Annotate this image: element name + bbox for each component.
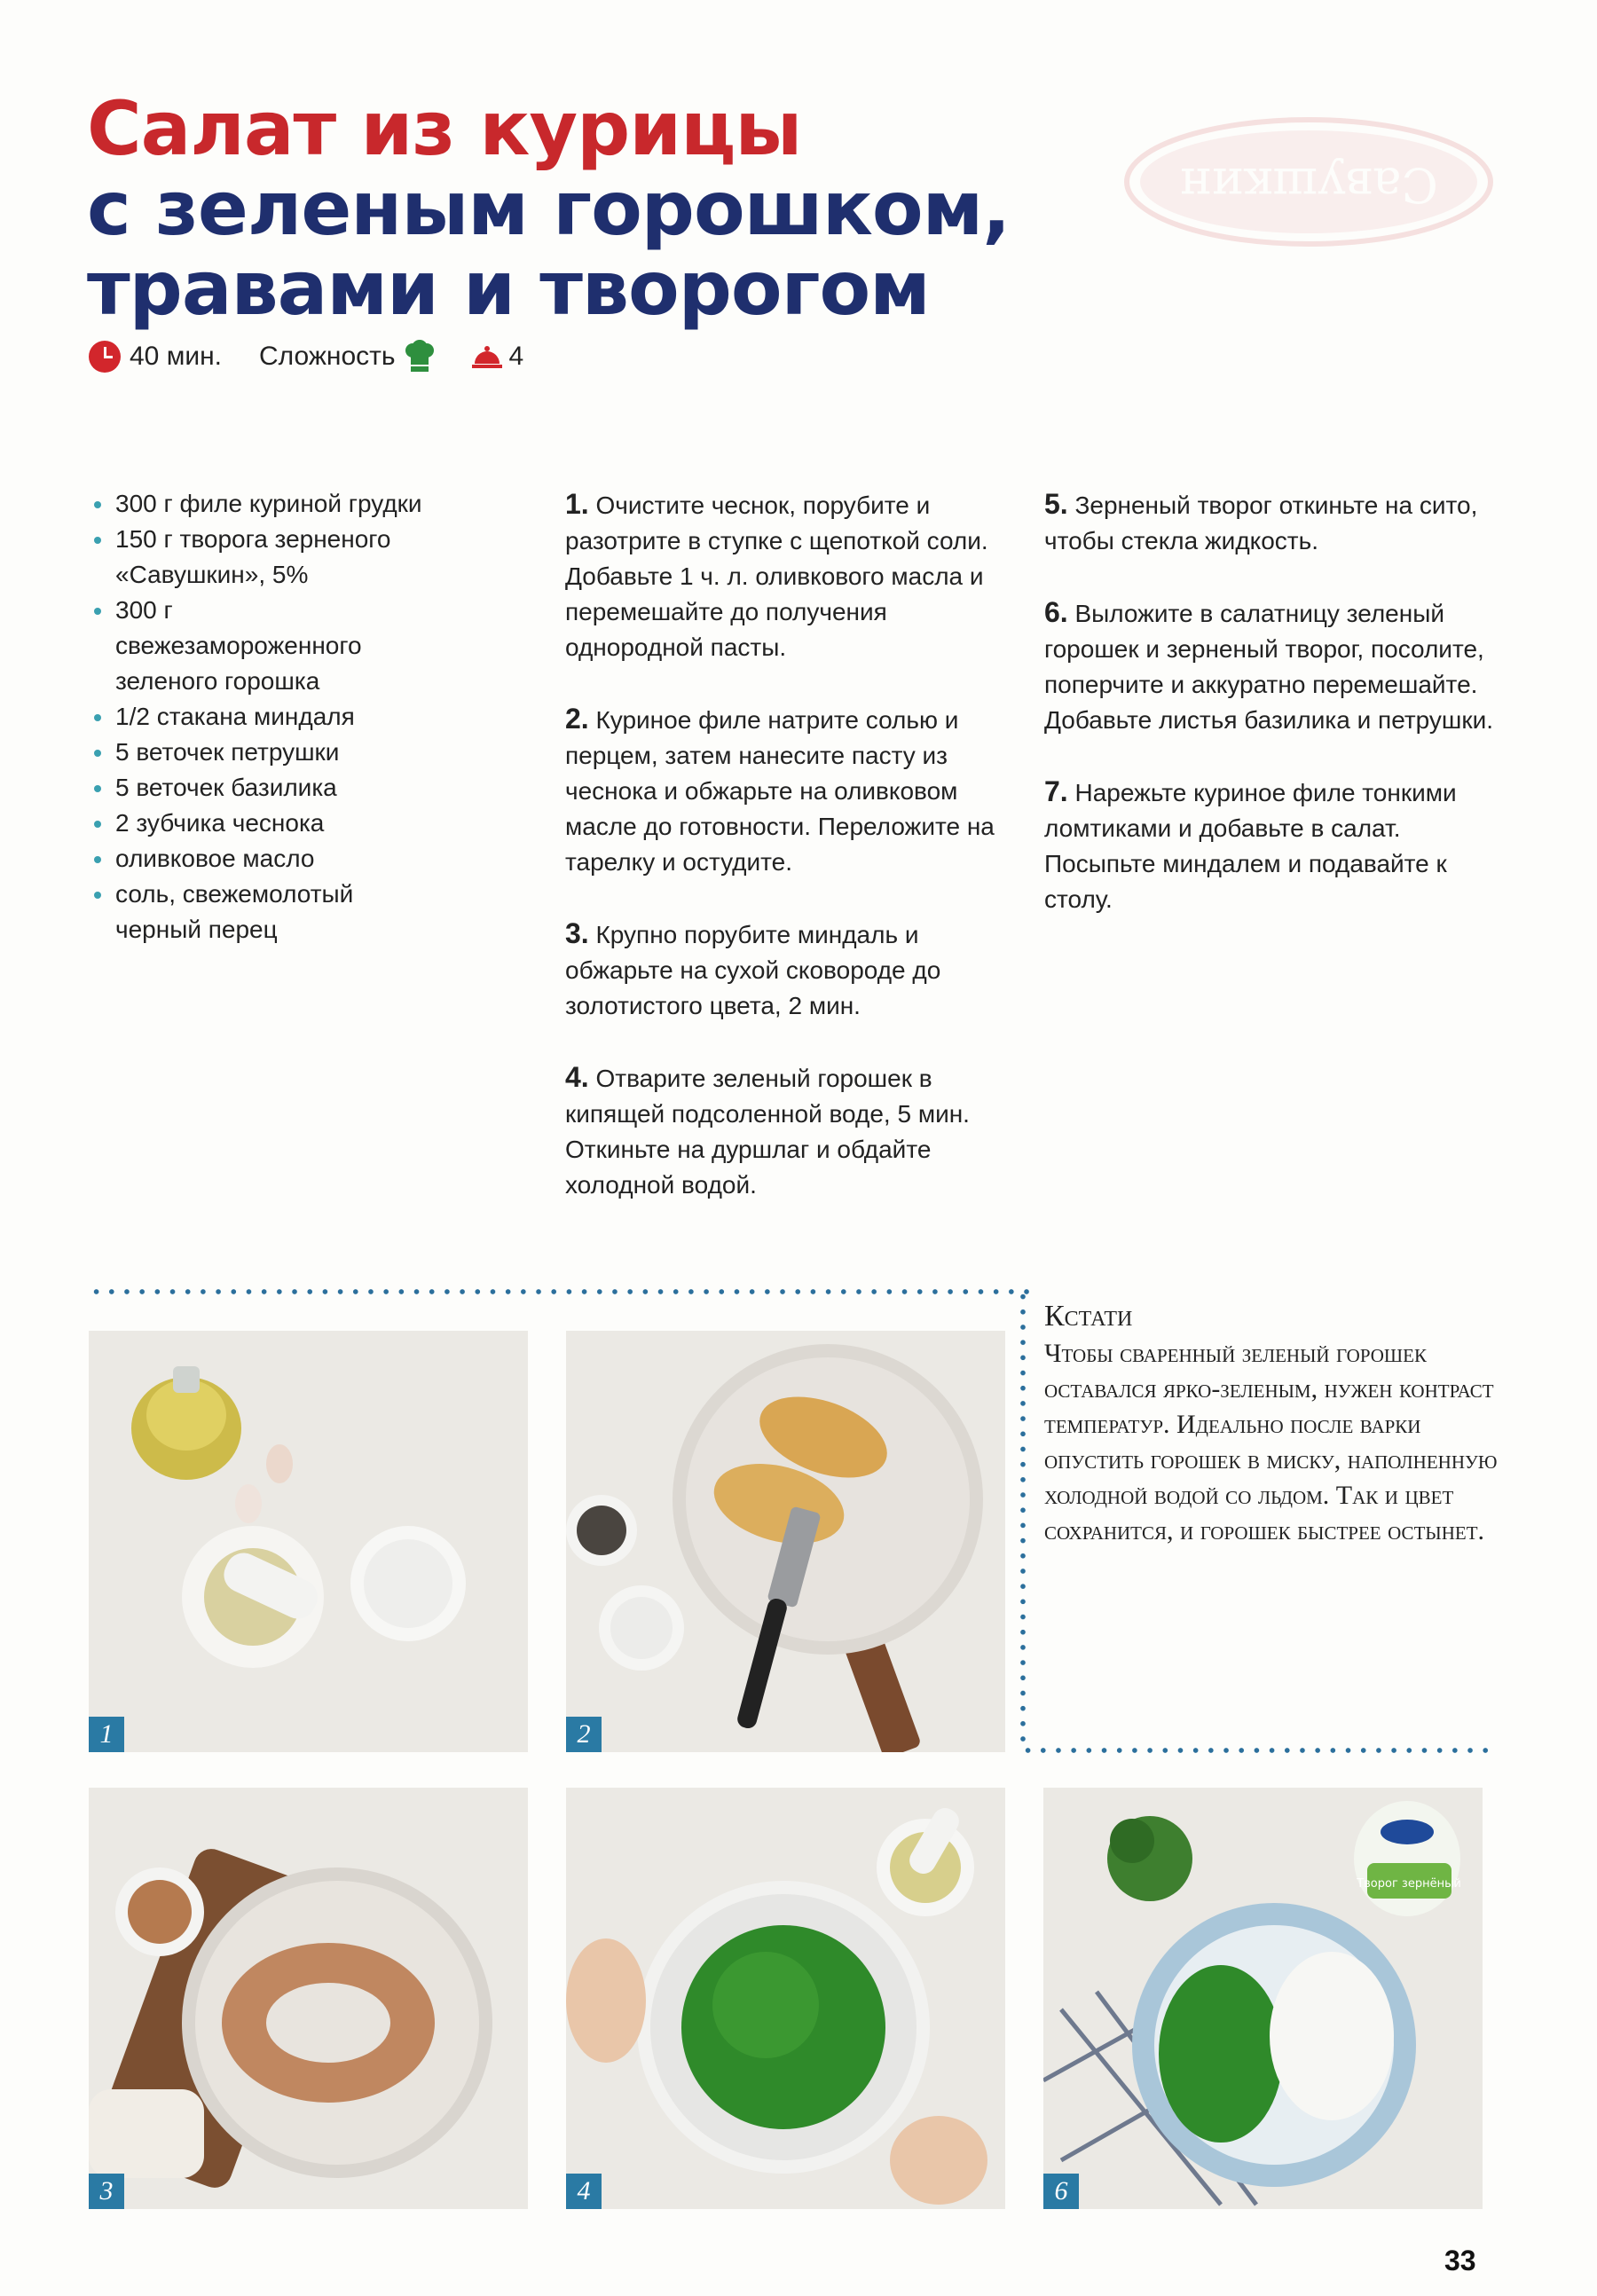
- step-number: 6.: [1044, 596, 1068, 628]
- steps-column-1: [565, 486, 1009, 1238]
- ingredient-list: [89, 486, 426, 947]
- chef-hat-icon: [405, 340, 435, 373]
- step-text: Крупно порубите миндаль и обжарьте на сухой сковороде до золотистого цвета, 2 мин.: [565, 921, 941, 1019]
- dotted-divider-top: [89, 1289, 1029, 1294]
- step-text: Нарежьте куриное филе тонкими ломтиками и добавьте в салат. Посыпьте миндалем и подавайте к столу.: [1044, 779, 1457, 913]
- difficulty: [259, 340, 435, 373]
- step-4: [565, 1059, 1009, 1203]
- step-number: 1.: [565, 488, 589, 520]
- step-photo-4: [566, 1788, 1005, 2209]
- almonds-pan-photo: [89, 1788, 528, 2209]
- garlic-oil-mortar-photo: [89, 1331, 528, 1752]
- ingredient-item: 300 г свежезамороженного зеленого горошка: [89, 593, 426, 699]
- step-text: Зерненый творог откиньте на сито, чтобы стекла жидкость.: [1044, 491, 1478, 554]
- ingredient-item: 5 веточек базилика: [89, 770, 426, 806]
- step-number: 4.: [565, 1061, 589, 1093]
- brand-watermark-logo: [1113, 98, 1504, 266]
- clock-icon: [89, 341, 121, 373]
- ingredient-item: 5 веточек петрушки: [89, 735, 426, 770]
- ingredient-item: соль, свежемолотый черный перец: [89, 877, 426, 947]
- photo-number-badge: 4: [566, 2174, 602, 2209]
- tip-box: [1044, 1297, 1506, 1549]
- title-line-1: Салат из курицы: [87, 85, 802, 172]
- photo-number-badge: 1: [89, 1717, 124, 1752]
- cook-time-value: 40 мин.: [130, 342, 222, 371]
- photo-number-badge: 6: [1043, 2174, 1079, 2209]
- step-number: 2.: [565, 703, 589, 735]
- ingredient-item: 2 зубчика чеснока: [89, 806, 426, 841]
- peas-cottage-cheese-bowl-photo: [1043, 1788, 1483, 2209]
- step-6: [1044, 594, 1506, 738]
- title-line-3: травами и творогом: [87, 245, 930, 332]
- cloche-icon: [472, 344, 502, 369]
- steps-column-2: [1044, 486, 1506, 953]
- step-text: Очистите чеснок, порубите и разотрите в ступке с щепоткой соли. Добавьте 1 ч. л. оливкового масла и перемешайте до получения однородной пасты.: [565, 491, 988, 661]
- step-number: 5.: [1044, 488, 1068, 520]
- step-3: [565, 916, 1009, 1024]
- tip-heading: Кстати: [1044, 1300, 1133, 1333]
- tip-text: Чтобы сваренный зеленый горошек оставался ярко-зеленым, нужен контраст температур. Идеально после варки опустить горошек в миску, наполненную холодной водой со льдом. Так и цвет сохранится, и горошек быстрее остынет.: [1044, 1339, 1498, 1545]
- cook-time: [89, 341, 222, 373]
- step-5: [1044, 486, 1506, 559]
- dotted-divider-vertical: [1020, 1289, 1026, 1750]
- step-text: Куриное филе натрите солью и перцем, затем нанесите пасту из чеснока и обжарьте на оливковом масле до готовности. Переложите на тарелку и остудите.: [565, 706, 995, 876]
- ingredient-item: 300 г филе куриной грудки: [89, 486, 426, 522]
- recipe-meta: [89, 340, 523, 373]
- step-text: Отварите зеленый горошек в кипящей подсоленной воде, 5 мин. Откиньте на дуршлаг и обдайте холодной водой.: [565, 1065, 970, 1199]
- servings-value: 4: [508, 342, 524, 371]
- svg-text:Творог зернёный: Творог зернёный: [1357, 1877, 1461, 1891]
- step-1: [565, 486, 1009, 665]
- step-2: [565, 701, 1009, 880]
- dotted-divider-bottom: [1020, 1748, 1491, 1753]
- photo-number-badge: 2: [566, 1717, 602, 1752]
- ingredient-item: 150 г творога зерненого «Савушкин», 5%: [89, 522, 426, 593]
- step-photo-3: [89, 1788, 528, 2209]
- step-number: 7.: [1044, 775, 1068, 807]
- svg-text:Савушкин: Савушкин: [1179, 157, 1438, 213]
- servings: [472, 342, 524, 372]
- step-photo-6: [1043, 1788, 1483, 2209]
- difficulty-label: Сложность: [259, 342, 396, 371]
- step-number: 3.: [565, 917, 589, 949]
- step-photo-2: [566, 1331, 1005, 1752]
- step-photo-1: [89, 1331, 528, 1752]
- ingredient-item: 1/2 стакана миндаля: [89, 699, 426, 735]
- peas-colander-photo: [566, 1788, 1005, 2209]
- chicken-pan-photo: [566, 1331, 1005, 1752]
- step-7: [1044, 774, 1506, 917]
- title-line-2: с зеленым горошком,: [87, 165, 1011, 252]
- recipe-title: [87, 85, 1011, 332]
- step-text: Выложите в салатницу зеленый горошек и зерненый творог, посолите, поперчите и аккуратно перемешайте. Добавьте листья базилика и петрушки.: [1044, 600, 1494, 734]
- photo-number-badge: 3: [89, 2174, 124, 2209]
- ingredient-item: оливковое масло: [89, 841, 426, 877]
- page-number: 33: [1444, 2245, 1476, 2276]
